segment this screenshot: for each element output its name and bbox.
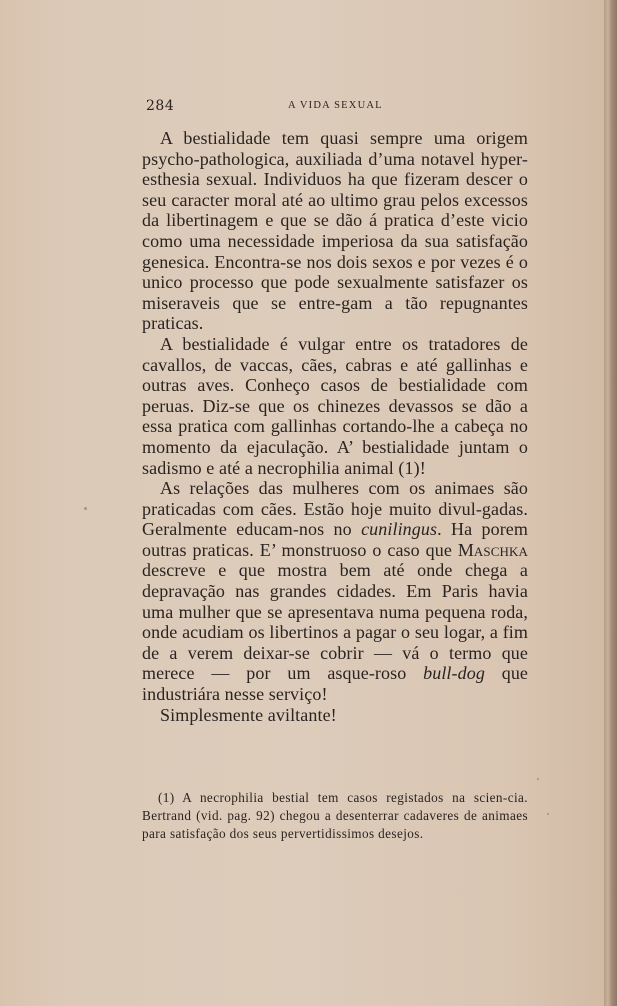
author-name-maschka: Maschka xyxy=(457,539,528,560)
page-edge xyxy=(604,0,617,1006)
paper-speck xyxy=(84,507,87,510)
page-number: 284 xyxy=(146,98,175,114)
footnote-text: (1) A necrophilia bestial tem casos registados na scien-cia. Bertrand (vid. pag. 92) chegou a desenterrar cadaveres de animaes para satisfação dos seus pervertidissimos desejos. xyxy=(142,790,528,842)
paragraph-1: A bestialidade tem quasi sempre uma origem psycho-pathologica, auxiliada d’uma notavel hyper-esthesia sexual. Individuos ha que fizeram descer o seu caracter moral até ao ultimo grau pelos excessos da libertinagem e que se dão á pratica d’este vicio como uma necessidade imperiosa da sua satisfação genesica. Encontra-se nos dois sexos e por vezes é o unico processo que pode sexualmente satisfazer os miseraveis que se entre-gam a tão repugnantes praticas. xyxy=(142,128,528,334)
paragraph-2: A bestialidade é vulgar entre os tratadores de cavallos, de vaccas, cães, cabras e até gallinhas e outras aves. Conheço casos de bestialidade com peruas. Diz-se que os chinezes devassos se dão a essa pratica com gallinhas cortando-lhe a cabeça no momento da ejaculação. A’ bestialidade juntam o sadismo e até a necrophilia animal (1)! xyxy=(142,333,528,478)
paragraph-3-text-d: que industriára nesse serviço! xyxy=(142,663,529,705)
paragraph-3-text-c: descreve e que mostra bem até onde chega a depravação nas grandes cidades. Em Paris havia uma mulher que se apresentava numa pequena roda, onde acudiam os libertinos a pagar o seu logar, a fim de a verem deixar-se cobrir — vá o termo que merece — por um asque-roso xyxy=(142,560,528,684)
italic-term-bull-dog: bull-dog xyxy=(423,663,485,684)
running-head xyxy=(146,98,514,116)
paragraph-3-text-b: . Ha porem outras praticas. E’ monstruoso o caso que xyxy=(142,519,528,560)
body-text xyxy=(142,128,528,725)
paragraph-3 xyxy=(142,478,528,705)
paper-speck xyxy=(537,778,539,780)
paragraph-3-text-a: As relações das mulheres com os animaes são praticadas com cães. Estão hoje muito divul-gadas. Geralmente educam-nos no xyxy=(142,478,528,540)
italic-term-cunilingus: cunilingus xyxy=(361,519,438,540)
footnote xyxy=(142,789,528,844)
paper-speck xyxy=(547,813,549,815)
paragraph-4: Simplesmente aviltante! xyxy=(160,704,337,725)
running-title: A VIDA SEXUAL xyxy=(288,100,383,111)
